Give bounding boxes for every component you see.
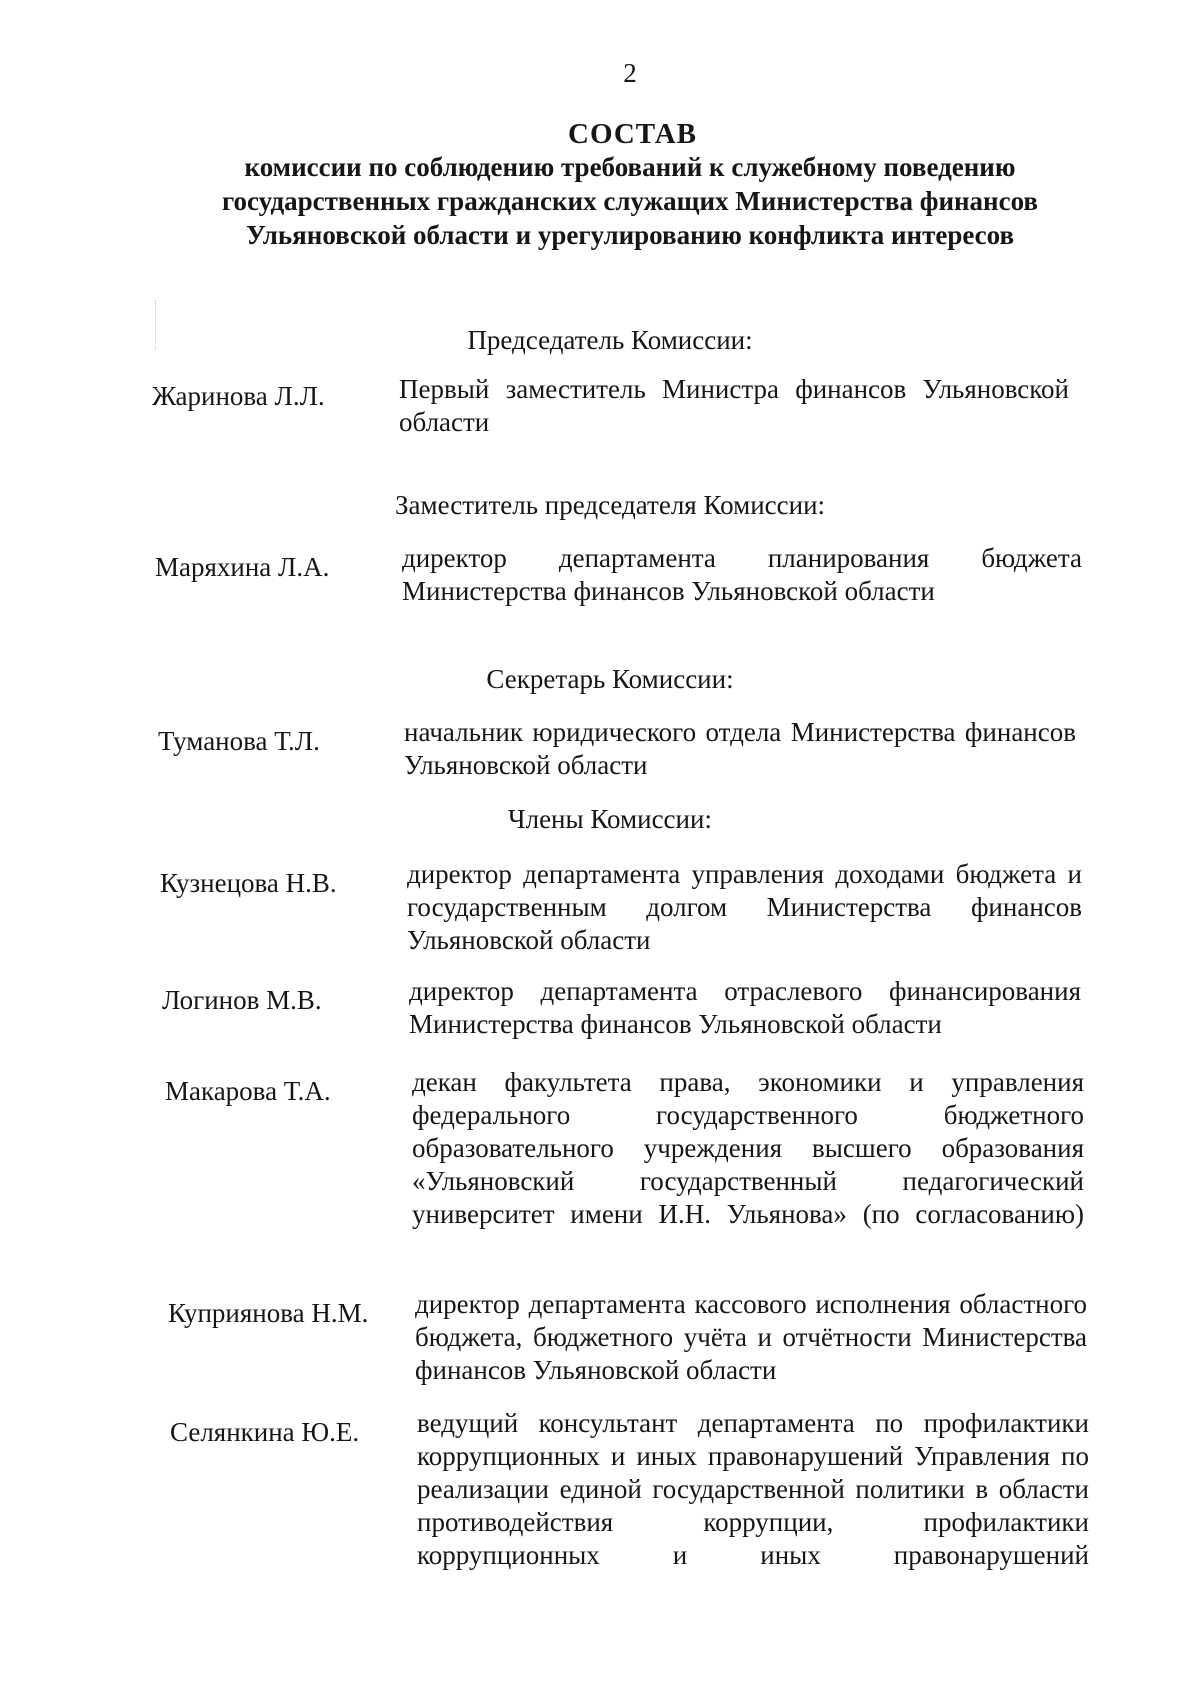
- member-name: Селянкина Ю.Е.: [170, 1417, 360, 1447]
- section-secretary-heading: Секретарь Комиссии:: [486, 664, 734, 694]
- member-name: Логинов М.В.: [162, 985, 322, 1015]
- member-name: Туманова Т.Л.: [158, 726, 320, 756]
- section-members-heading: Члены Комиссии:: [508, 804, 712, 834]
- member-name: Куприянова Н.М.: [168, 1298, 369, 1328]
- member-position: декан факультета права, экономики и управления федерального государственного бюджетного образовательного учреждения высшего образования «Ульяновский государственный педагогический университет имени И.Н. Ульянова» (по согласованию): [412, 1067, 1084, 1229]
- section-chair-heading: Председатель Комиссии:: [467, 325, 753, 355]
- member-position: начальник юридического отдела Министерства финансов Ульяновской области: [404, 717, 1076, 780]
- member-name: Маряхина Л.А.: [155, 552, 330, 582]
- document-subtitle: комиссии по соблюдению требований к служебному поведению государственных гражданских служащих Министерства финансов Ульяновской области и урегулированию конфликта интересов: [221, 152, 1039, 250]
- member-position: ведущий консультант департамента по профилактики коррупционных и иных правонарушений Управления по реализации единой государственной политики в области противодействия коррупции, профилактики коррупционных и иных правонарушений: [417, 1408, 1089, 1570]
- page-number: 2: [623, 58, 637, 88]
- member-position: директор департамента отраслевого финансирования Министерства финансов Ульяновской области: [409, 976, 1081, 1039]
- section-deputy-heading: Заместитель председателя Комиссии:: [394, 490, 826, 520]
- member-position: директор департамента управления доходами бюджета и государственным долгом Министерства финансов Ульяновской области: [407, 859, 1082, 955]
- member-name: Макарова Т.А.: [165, 1076, 331, 1106]
- member-position: Первый заместитель Министра финансов Ульяновской области: [399, 374, 1069, 437]
- member-name: Кузнецова Н.В.: [160, 868, 337, 898]
- member-position: директор департамента кассового исполнения областного бюджета, бюджетного учёта и отчётности Министерства финансов Ульяновской области: [415, 1289, 1087, 1385]
- member-position: директор департамента планирования бюджета Министерства финансов Ульяновской области: [402, 543, 1082, 606]
- member-name: Жаринова Л.Л.: [152, 381, 325, 411]
- document-title: СОСТАВ: [568, 118, 697, 150]
